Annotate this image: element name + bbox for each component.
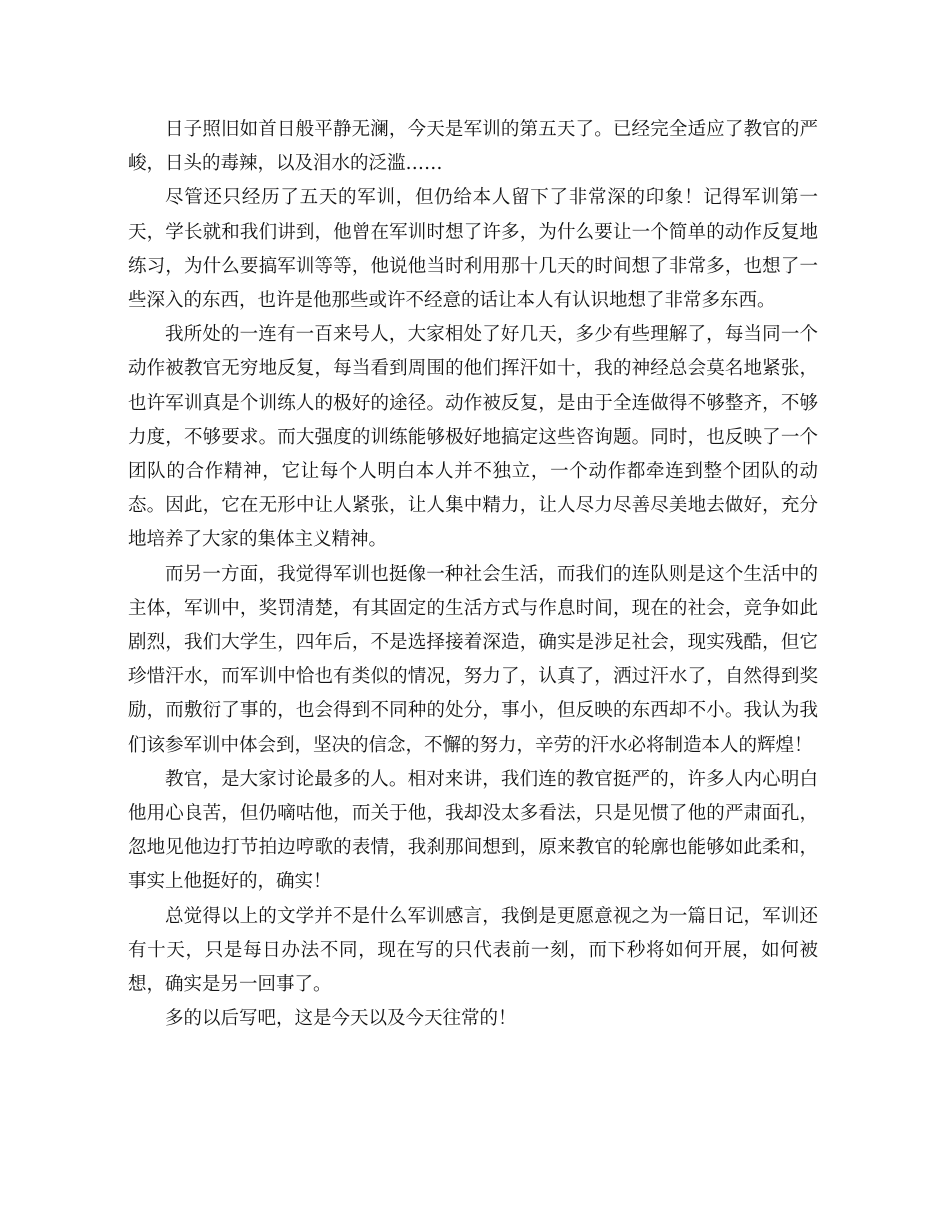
paragraph-7: 多的以后写吧，这是今天以及今天往常的！ — [165, 1008, 517, 1030]
paragraph-2: 尽管还只经历了五天的军训，但仍给本人留下了非常深的印象！记得军训第一天，学长就和我们讲到，他曾在军训时想了许多，为什么要让一个简单的动作反复地练习，为什么要搞军训等等，他说他当时利用那十几天的时间想了非常多，也想了一些深入的东西，也许是他那些或许不经意的话让本人有认识地想了非常多东西。 — [128, 187, 818, 312]
paragraph-3: 我所处的一连有一百来号人，大家相处了好几天，多少有些理解了，每当同一个动作被教官无穷地反复，每当看到周围的他们挥汗如十，我的神经总会莫名地紧张，也许军训真是个训练人的极好的途径。动作被反复，是由于全连做得不够整齐，不够力度，不够要求。而大强度的训练能够极好地搞定这些咨询题。同时，也反映了一个团队的合作精神，它让每个人明白本人并不独立，一个动作都牵连到整个团队的动态。因此，它在无形中让人紧张，让人集中精力，让人尽力尽善尽美地去做好，充分地培养了大家的集体主义精神。 — [128, 324, 818, 551]
paragraph-1: 日子照旧如首日般平静无澜，今天是军训的第五天了。已经完全适应了教官的严峻，日头的毒辣，以及泪水的泛滥…… — [128, 119, 818, 175]
paragraph-4: 而另一方面，我觉得军训也挺像一种社会生活，而我们的连队则是这个生活中的主体，军训中，奖罚清楚，有其固定的生活方式与作息时间，现在的社会，竞争如此剧烈，我们大学生，四年后，不是选择接着深造，确实是涉足社会，现实残酷，但它珍惜汗水，而军训中恰也有类似的情况，努力了，认真了，洒过汗水了，自然得到奖励，而敷衍了事的，也会得到不同种的处分，事小，但反映的东西却不小。我认为我们该参军训中体会到，坚决的信念，不懈的努力，辛劳的汗水必将制造本人的辉煌！ — [128, 563, 818, 756]
paragraph-5: 教官，是大家讨论最多的人。相对来讲，我们连的教官挺严的，许多人内心明白他用心良苦，但仍嘀咕他，而关于他，我却没太多看法，只是见惯了他的严肃面孔，忽地见他边打节拍边哼歌的表情，我刹那间想到，原来教官的轮廓也能够如此柔和，事实上他挺好的，确实！ — [128, 768, 818, 893]
document-body — [128, 113, 818, 1036]
paragraph-6: 总觉得以上的文学并不是什么军训感言，我倒是更愿意视之为一篇日记，军训还有十天，只是每日办法不同，现在写的只代表前一刻，而下秒将如何开展，如何被想，确实是另一回事了。 — [128, 905, 818, 996]
